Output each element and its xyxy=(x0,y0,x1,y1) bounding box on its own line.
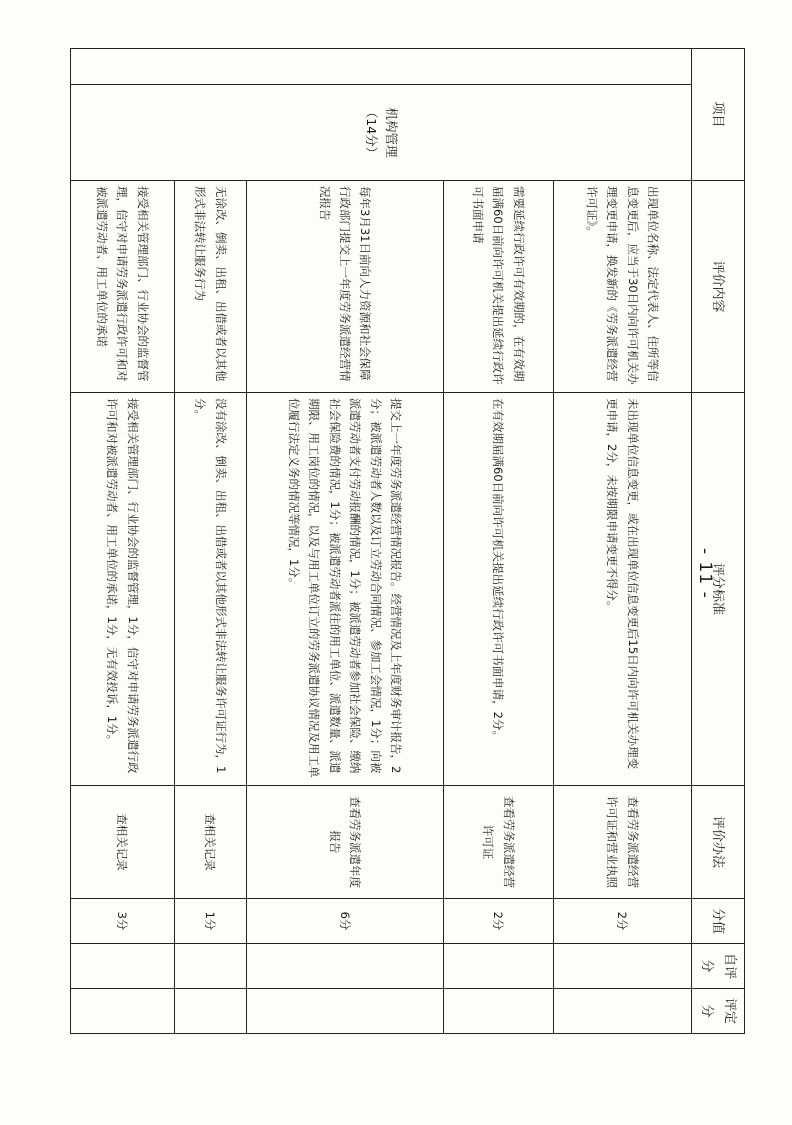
page-number: - 11 - xyxy=(695,548,715,599)
content-cell: 需要延续行政许可有效期的，在有效期届满60日前向许可机关提出延续行政许可书面申请 xyxy=(443,181,553,393)
header-content: 评价内容 xyxy=(691,181,744,393)
final-score-cell[interactable] xyxy=(174,989,246,1034)
header-method: 评价办法 xyxy=(691,786,744,899)
table-row xyxy=(443,49,553,1034)
content-cell: 每年3月31日前向人力资源和社会保障行政部门提交上一年度劳务派遣经营情况报告 xyxy=(246,181,443,393)
method-cell: 查相关记录 xyxy=(174,786,246,899)
content-cell: 无涂改、倒卖、出租、出借或者以其他形式非法转让服务行为 xyxy=(174,181,246,393)
header-self-score: 自评分 xyxy=(691,944,744,989)
content-cell: 出现单位名称、法定代表人、住所等信息变更后，应当于30日内向许可机关办理变更申请，换发新的《劳务派遣经营许可证》。 xyxy=(553,181,691,393)
table-row xyxy=(174,49,246,1034)
content-cell: 接受相关管理部门、行业协会的监督管理，信守对申请劳务派遣行政许可和对被派遣劳动者、用工单位的承诺 xyxy=(70,181,174,393)
table-row xyxy=(246,49,443,1034)
method-cell: 查看劳务派遣经营许可证 xyxy=(443,786,553,899)
score-cell: 3分 xyxy=(70,899,174,944)
table-row xyxy=(70,49,174,1034)
standard-cell: 在有效期届满60日前向许可机关提出延续行政许可书面申请，2分。 xyxy=(443,393,553,786)
self-score-cell[interactable] xyxy=(174,944,246,989)
self-score-cell[interactable] xyxy=(443,944,553,989)
score-cell: 2分 xyxy=(553,899,691,944)
standard-cell: 提交上一年度劳务派遣经营情况报告。经营情况及上年度财务审计报告，2分；被派遣劳动者人数以及订立劳动合同情况、参加工会情况，1分；向被派遣劳动者支付劳动报酬的情况，1分；被派遣劳动者参加社会保险、缴纳社会保险费的情况，1分；被派遣劳动者派往的用工单位、派遣数量、派遣期限、用工岗位的情况，以及与用工单位订立的劳务派遣协议情况及用工单位履行法定义务的情况等情况，1分。 xyxy=(246,393,443,786)
method-cell: 查相关记录 xyxy=(70,786,174,899)
evaluation-table xyxy=(70,48,745,1034)
self-score-cell[interactable] xyxy=(70,944,174,989)
standard-cell: 未出现单位信息变更，或在出现单位信息变更后15日内向许可机关办理变更申请，2分，未按期限申请变更不得分。 xyxy=(553,393,691,786)
method-cell: 查看劳务派遣年度报告 xyxy=(246,786,443,899)
header-score: 分值 xyxy=(691,899,744,944)
method-cell: 查看劳务派遣经营许可证和营业执照 xyxy=(553,786,691,899)
standard-cell: 接受相关管理部门、行业协会的监督管理，1分，信守对申请劳务派遣行政许可和对被派遣劳动者、用工单位的承诺，1分，无有效投诉，1分。 xyxy=(70,393,174,786)
score-cell: 1分 xyxy=(174,899,246,944)
final-score-cell[interactable] xyxy=(70,989,174,1034)
category-name: 机构管理 xyxy=(383,107,399,158)
header-standard: 评分标准 xyxy=(691,393,744,786)
table-row xyxy=(553,49,691,1034)
standard-cell: 没有涂改、倒卖、出租、出借或者以其他形式非法转让服务许可证行为，1分。 xyxy=(174,393,246,786)
score-cell: 2分 xyxy=(443,899,553,944)
project-cell xyxy=(70,49,691,85)
self-score-cell[interactable] xyxy=(553,944,691,989)
category-cell xyxy=(70,85,691,181)
rotated-page xyxy=(82,48,745,1033)
score-cell: 6分 xyxy=(246,899,443,944)
header-row xyxy=(691,49,744,1034)
final-score-cell[interactable] xyxy=(553,989,691,1034)
self-score-cell[interactable] xyxy=(246,944,443,989)
header-project: 项目 xyxy=(691,49,744,181)
final-score-cell[interactable] xyxy=(443,989,553,1034)
final-score-cell[interactable] xyxy=(246,989,443,1034)
header-final-score: 评定分 xyxy=(691,989,744,1034)
category-points: （14分） xyxy=(363,105,379,160)
